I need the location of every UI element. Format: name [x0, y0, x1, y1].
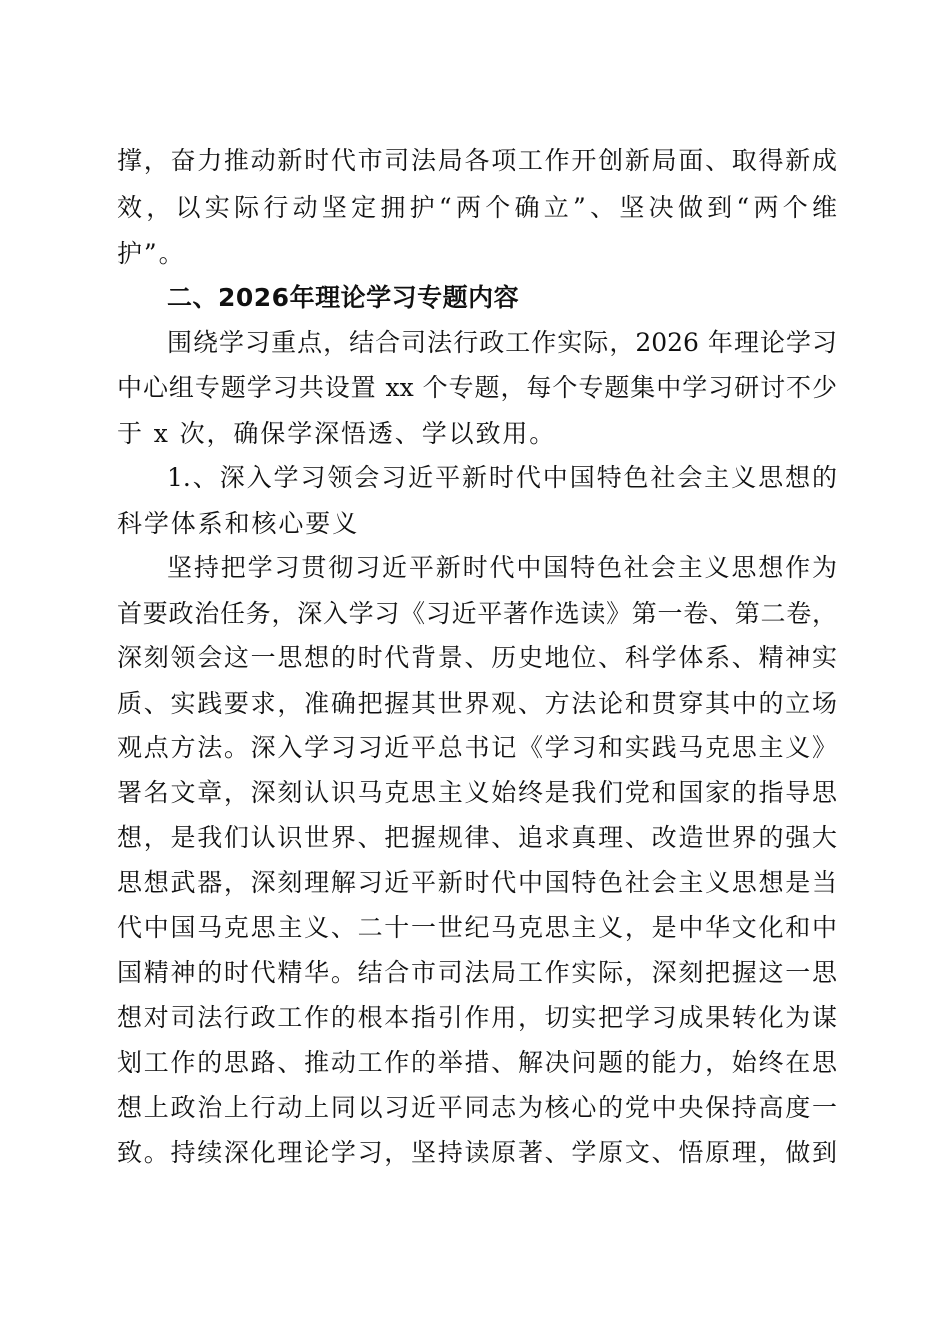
body-text-line: 致。持续深化理论学习，坚持读原著、学原文、悟原理，做到: [117, 1138, 837, 1167]
body-text-line: 中心组专题学习共设置 xx 个专题，每个专题集中学习研讨不少: [117, 373, 837, 402]
body-text-line: 护”。: [117, 239, 186, 268]
body-text-line: 想，是我们认识世界、把握规律、追求真理、改造世界的强大: [117, 823, 837, 852]
body-text-line: 于 x 次，确保学深悟透、学以致用。: [117, 419, 557, 448]
body-text-line: 思想武器，深刻理解习近平新时代中国特色社会主义思想是当: [117, 868, 837, 897]
body-text-line: 深刻领会这一思想的时代背景、历史地位、科学体系、精神实: [117, 643, 837, 672]
body-text-line: 代中国马克思主义、二十一世纪马克思主义，是中华文化和中: [117, 913, 837, 942]
body-text-line: 效，以实际行动坚定拥护“两个确立”、坚决做到“两个维: [117, 193, 837, 222]
body-text-line: 撑，奋力推动新时代市司法局各项工作开创新局面、取得新成: [117, 146, 837, 175]
body-text-line: 围绕学习重点，结合司法行政工作实际，2026 年理论学习: [167, 328, 837, 357]
body-text-line: 国精神的时代精华。结合市司法局工作实际，深刻把握这一思: [117, 958, 837, 987]
section-heading: 二、2026年理论学习专题内容: [167, 283, 520, 312]
body-text-line: 首要政治任务，深入学习《习近平著作选读》第一卷、第二卷，: [117, 599, 837, 628]
body-text-line: 署名文章，深刻认识马克思主义始终是我们党和国家的指导思: [117, 778, 837, 807]
body-text-line: 划工作的思路、推动工作的举措、解决问题的能力，始终在思: [117, 1048, 837, 1077]
subsection-heading-line: 1.、深入学习领会习近平新时代中国特色社会主义思想的: [167, 463, 837, 492]
body-text-line: 想上政治上行动上同以习近平同志为核心的党中央保持高度一: [117, 1093, 837, 1122]
subsection-heading-line: 科学体系和核心要义: [117, 509, 360, 538]
body-text-line: 观点方法。深入学习习近平总书记《学习和实践马克思主义》: [117, 733, 837, 762]
body-text-line: 质、实践要求，准确把握其世界观、方法论和贯穿其中的立场: [117, 689, 837, 718]
body-text-line: 坚持把学习贯彻习近平新时代中国特色社会主义思想作为: [167, 553, 837, 582]
body-text-line: 想对司法行政工作的根本指引作用，切实把学习成果转化为谋: [117, 1003, 837, 1032]
